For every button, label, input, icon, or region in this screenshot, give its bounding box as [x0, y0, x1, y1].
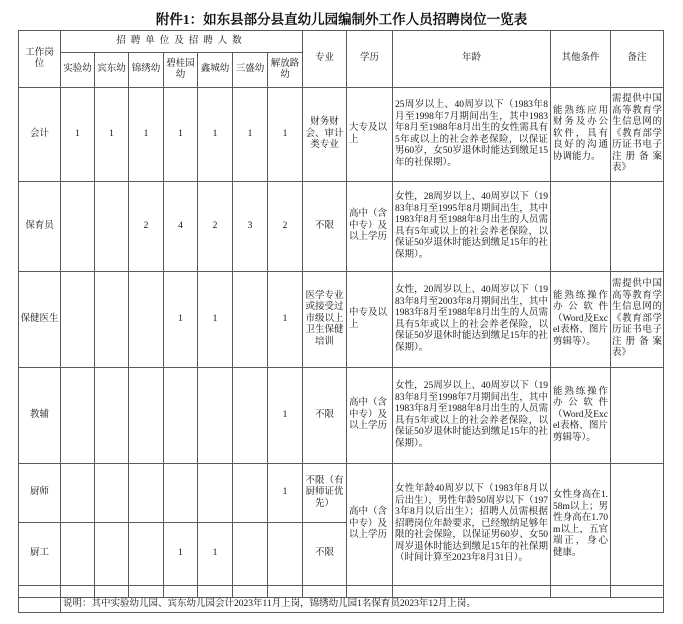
count-cell	[95, 464, 129, 523]
education-cell: 高中（含中专）及以上学历	[347, 368, 393, 464]
blank-cell	[19, 598, 61, 613]
major-cell: 医学专业或接受过市级以上卫生保健培训	[303, 272, 347, 368]
count-cell	[129, 272, 164, 368]
count-cell	[61, 182, 95, 272]
count-cell: 2	[268, 182, 303, 272]
remarks-cell	[611, 368, 664, 464]
header-position: 工作岗位	[19, 31, 61, 88]
blank-cell	[95, 586, 129, 598]
other-conditions-cell: 能熟练操作办公软件（Word及Excel表格、图片剪辑等）。	[551, 272, 611, 368]
recruitment-table	[18, 30, 664, 613]
count-cell: 1	[164, 272, 198, 368]
blank-cell	[268, 586, 303, 598]
unit-column-header: 三盛幼	[233, 53, 268, 88]
count-cell	[164, 368, 198, 464]
count-cell: 4	[164, 182, 198, 272]
count-cell	[198, 368, 233, 464]
count-cell	[164, 464, 198, 523]
header-major: 专业	[303, 31, 347, 88]
footer-note: 说明：其中实验幼儿园、宾东幼儿园会计2023年11月上岗，锦绣幼儿园1名保育员2023年12月上岗。	[61, 598, 664, 613]
position-cell: 教辅	[19, 368, 61, 464]
count-cell: 1	[268, 88, 303, 182]
header-units-group: 招聘单位及招聘人数	[61, 31, 303, 53]
header-row-top	[19, 31, 664, 53]
blank-cell	[198, 586, 233, 598]
position-cell: 厨工	[19, 523, 61, 586]
count-cell	[233, 368, 268, 464]
other-conditions-cell: 能熟练应用财务及办公软件，具有良好的沟通协调能力。	[551, 88, 611, 182]
count-cell	[129, 523, 164, 586]
blank-cell	[129, 586, 164, 598]
position-cell: 保育员	[19, 182, 61, 272]
blank-cell	[164, 586, 198, 598]
count-cell: 1	[268, 272, 303, 368]
count-cell	[233, 523, 268, 586]
position-cell: 保健医生	[19, 272, 61, 368]
count-cell: 1	[164, 88, 198, 182]
blank-cell	[303, 586, 347, 598]
major-cell: 财务财会、审计类专业	[303, 88, 347, 182]
count-cell	[95, 182, 129, 272]
other-conditions-cell	[551, 182, 611, 272]
table-row	[19, 88, 664, 182]
count-cell: 2	[129, 182, 164, 272]
unit-column-header: 碧桂园幼	[164, 53, 198, 88]
count-cell: 1	[198, 88, 233, 182]
age-requirement-cell-shared: 女性年龄40周岁以下（1983年8月以后出生），男性年龄50周岁以下（1973年8月以后出生）；招聘人员需根据招聘岗位年龄要求，已经缴纳足够年限的社会保险，以保证男60岁、女50周岁退休时能达到缴足15年的社保期（时间计算至2023年8月31日）。	[393, 464, 551, 586]
other-conditions-cell-shared: 女性身高在1.58m以上；男性身高在1.70m以上，五官端正，身心健康。	[551, 464, 611, 586]
education-cell: 中专及以上	[347, 272, 393, 368]
blank-cell	[551, 586, 611, 598]
major-cell: 不限（有厨师证优先）	[303, 464, 347, 523]
header-education: 学历	[347, 31, 393, 88]
blank-cell	[347, 586, 393, 598]
count-cell: 1	[61, 88, 95, 182]
position-cell: 会计	[19, 88, 61, 182]
page-title: 附件1：如东县部分县直幼儿园编制外工作人员招聘岗位一览表	[155, 12, 528, 27]
count-cell	[61, 523, 95, 586]
count-cell	[95, 272, 129, 368]
major-cell: 不限	[303, 368, 347, 464]
remarks-cell: 需提供中国高等教育学生信息网的《教育部学历证书电子注册备案表》	[611, 88, 664, 182]
age-requirement-cell: 女性，28周岁以上、40周岁以下（1983年8月至1995年8月期间出生，其中1983年8月至1988年8月出生的人员需具有5年或以上的社会养老保险，以保证50岁退休时能达到缴足15年的社保期）。	[393, 182, 551, 272]
major-cell: 不限	[303, 182, 347, 272]
footer-row	[19, 598, 664, 613]
count-cell	[129, 368, 164, 464]
other-conditions-cell: 能熟练操作办公软件（Word及Excel表格、图片剪辑等）。	[551, 368, 611, 464]
education-cell-shared: 高中（含中专）及以上学历	[347, 464, 393, 586]
count-cell: 1	[198, 523, 233, 586]
table-row	[19, 182, 664, 272]
header-age: 年龄	[393, 31, 551, 88]
count-cell	[129, 464, 164, 523]
count-cell: 3	[233, 182, 268, 272]
count-cell: 1	[233, 88, 268, 182]
count-cell	[61, 368, 95, 464]
major-cell: 不限	[303, 523, 347, 586]
table-row	[19, 272, 664, 368]
remarks-cell-shared	[611, 464, 664, 586]
blank-cell	[19, 586, 61, 598]
count-cell: 1	[268, 368, 303, 464]
age-requirement-cell: 女性，20周岁以上、40周岁以下（1983年8月至2003年8月期间出生，其中1983年8月至1988年8月出生的人员需具有5年或以上的社会养老保险，以保证50岁退休时能达到缴足15年的社保期）。	[393, 272, 551, 368]
blank-cell	[393, 586, 551, 598]
unit-column-header: 宾东幼	[95, 53, 129, 88]
remarks-cell: 需提供中国高等教育学生信息网的《教育部学历证书电子注册备案表》	[611, 272, 664, 368]
count-cell: 2	[198, 182, 233, 272]
unit-column-header: 鑫城幼	[198, 53, 233, 88]
unit-column-header: 解放路幼	[268, 53, 303, 88]
age-requirement-cell: 女性，25周岁以上、40周岁以下（1983年8月至1998年7月期间出生，其中1983年8月至1988年8月出生的人员需具有5年或以上的社会养老保险，以保证50岁退休时能达到缴足15年的社保期）。	[393, 368, 551, 464]
count-cell	[198, 464, 233, 523]
unit-column-header: 锦绣幼	[129, 53, 164, 88]
education-cell: 大专及以上	[347, 88, 393, 182]
position-cell: 厨师	[19, 464, 61, 523]
remarks-cell	[611, 182, 664, 272]
count-cell: 1	[95, 88, 129, 182]
header-remarks: 备注	[611, 31, 664, 88]
count-cell	[268, 523, 303, 586]
table-row	[19, 464, 664, 523]
count-cell	[233, 464, 268, 523]
table-row	[19, 368, 664, 464]
count-cell	[95, 368, 129, 464]
count-cell	[233, 272, 268, 368]
unit-column-header: 实验幼	[61, 53, 95, 88]
education-cell: 高中（含中专）及以上学历	[347, 182, 393, 272]
blank-cell	[233, 586, 268, 598]
header-other-conditions: 其他条件	[551, 31, 611, 88]
blank-cell	[61, 586, 95, 598]
count-cell	[61, 272, 95, 368]
blank-cell	[611, 586, 664, 598]
count-cell: 1	[198, 272, 233, 368]
count-cell: 1	[129, 88, 164, 182]
count-cell	[61, 464, 95, 523]
count-cell	[95, 523, 129, 586]
count-cell: 1	[164, 523, 198, 586]
age-requirement-cell: 25周岁以上、40周岁以下（1983年8月至1998年7月期间出生，其中1983年8月至1988年8月出生的女性需具有5年或以上的社会养老保险，以保证男60岁，女50岁退休时能达到缴足15年的社保期）。	[393, 88, 551, 182]
blank-row	[19, 586, 664, 598]
count-cell: 1	[268, 464, 303, 523]
